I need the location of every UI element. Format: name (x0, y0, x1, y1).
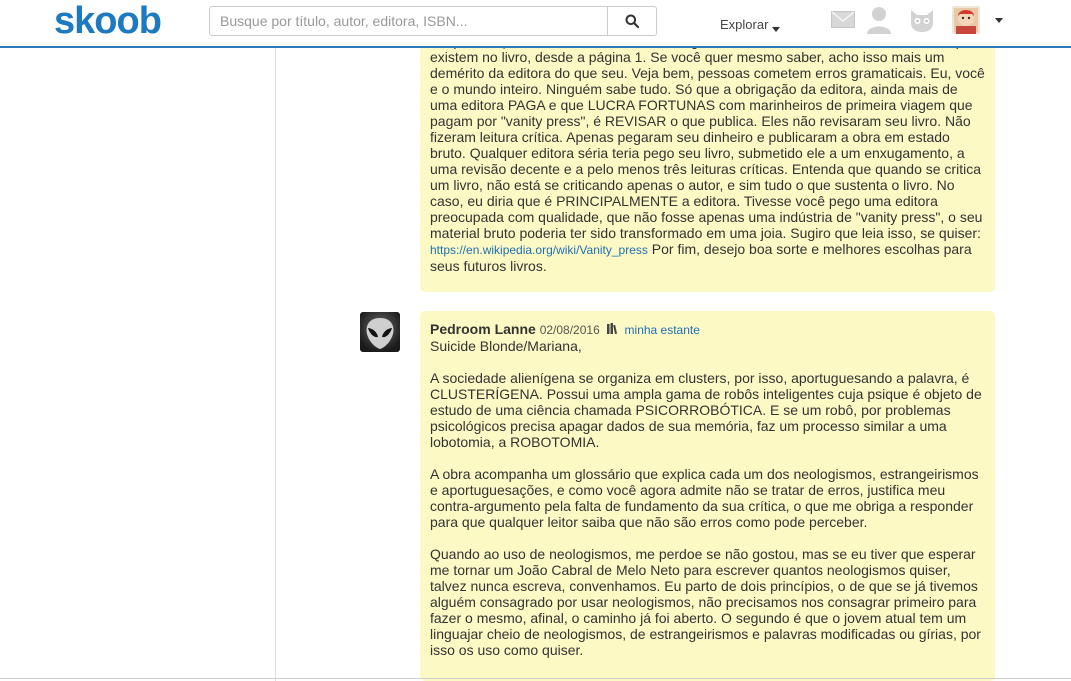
left-sidebar (0, 48, 276, 681)
user-menu-chevron-icon[interactable] (995, 18, 1003, 23)
user-icon[interactable] (866, 6, 892, 34)
search-input[interactable] (210, 7, 630, 35)
comment-body: existem no livro, desde a página 1. Se você quer mesmo saber, acho isso mais um demérito da editora do que seu. Veja bem, pessoas cometem erros gramaticais. Eu, você e o mundo inteiro. Ninguém sabe tudo. Só que a obrigação da editora, ainda mais de uma editora PAGA e que LUCRA FORTUNAS com marinheiros de primeira viagem que pagam por "vanity press", é REVISAR o que publica. Eles não revisaram seu livro. Não fizeram leitura crítica. Apenas pegaram seu dinheiro e publicaram a obra em estado bruto. Qualquer editora séria teria pego seu livro, submetido ele a um enxugamento, a uma revisão decente e a pelo menos três leituras críticas. Entenda que quando se critica um livro, não está se criticando apenas o autor, e sim tudo o que sustenta o livro. No caso, eu diria que é PRINCIPALMENTE a editora. Tivesse você pego uma editora preocupada com qualidade, que não fosse apenas uma indústria de "vanity press", o seu material bruto poderia ter sido transformado em uma joia. Sugiro que leia isso, se quiser: (430, 49, 985, 241)
vanity-press-link[interactable]: https://en.wikipedia.org/wiki/Vanity_press (430, 243, 648, 257)
comment-paragraph: A sociedade alienígena se organiza em clusters, por isso, aportuguesando a palavra, é CLUSTERÍGENA. Possui uma ampla gama de robôs inteligentes cuja psique é objeto de estudo de uma ciência chamada PSICORROBÓTICA. E se um robô, por problemas psicológicos precisa apagar dados de sua memória, faz um processo similar a uma lobotomia, a ROBOTOMIA. (430, 370, 982, 450)
commenter-avatar[interactable] (360, 312, 400, 352)
comment-greeting: Suicide Blonde/Mariana, (430, 338, 582, 354)
chevron-down-icon (772, 27, 780, 32)
explore-label: Explorar (720, 17, 769, 32)
comment-bubble (420, 311, 995, 681)
bookshelf-icon (607, 323, 621, 334)
page-divider (0, 678, 1071, 679)
comment-paragraph: A obra acompanha um glossário que explica cada um dos neologismos, estrangeirismos e aportuguesações, e como você agora admite não se tratar de erros, justifica meu contra-argumento pela falta de fundamento da sua crítica, o que me obriga a responder para que qualquer leitor saiba que não são erros como pode perceber. (430, 466, 979, 530)
comment-paragraph: Quando ao uso de neologismos, me perdoe se não gostou, mas se eu tiver que esperar me tornar um João Cabral de Melo Neto para escrever quantos neologismos quiser, talvez nunca escreva, convenhamos. Eu parto de dois princípios, o de que se já tivemos alguém consagrado por usar neologismos, não precisamos nos consagrar primeiro para fazer o mesmo, afinal, o caminho já foi aberto. O segundo é que o jovem atual tem um linguajar cheio de neologismos, de estrangeirismos e palavras modificadas ou gírias, por isso os uso como quiser. (430, 546, 981, 658)
comment-body-end: Por fim, desejo boa sorte e melhores escolhas para seus futuros livros. (430, 241, 972, 274)
skoob-logo[interactable]: skoob (54, 0, 161, 42)
envelope-icon[interactable] (831, 11, 855, 28)
search-box (209, 6, 657, 36)
minha-estante-link[interactable]: minha estante (624, 323, 700, 337)
comment-author[interactable]: Pedroom Lanne (430, 321, 536, 337)
search-icon (625, 14, 639, 28)
top-header (0, 0, 1071, 48)
comment-text (430, 40, 985, 274)
cat-face-icon[interactable] (908, 7, 936, 33)
current-user-avatar[interactable] (952, 6, 980, 34)
comment-meta (430, 321, 985, 338)
explore-menu[interactable] (720, 17, 780, 32)
comment-date: 02/08/2016 (539, 323, 600, 337)
search-button[interactable] (607, 7, 656, 35)
comment-bubble (420, 40, 995, 292)
